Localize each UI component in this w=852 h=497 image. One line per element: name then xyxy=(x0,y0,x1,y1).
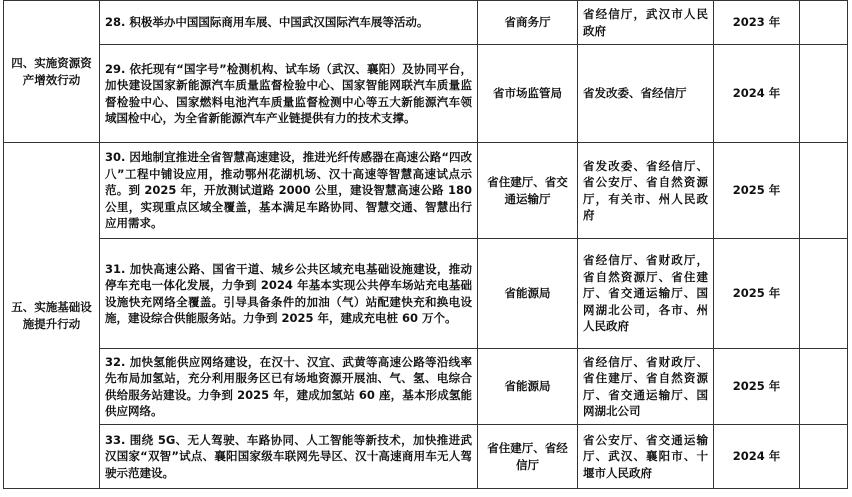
participating-units: 省公安厅、省交通运输厅、武汉、襄阳市、十堰市人民政府 xyxy=(578,425,714,489)
action-plan-table xyxy=(3,0,848,489)
category-cell: 五、实施基础设施提升行动 xyxy=(4,143,100,489)
note-cell xyxy=(800,45,848,143)
participating-units: 省经信厅、省财政厅，省自然资源厅、省住建厅、省交通运输厅、国网湖北公司，各市、州人民政府 xyxy=(578,239,714,349)
note-cell xyxy=(800,425,848,489)
category-cell: 四、实施资源资产增效行动 xyxy=(4,1,100,143)
task-content: 32. 加快氢能供应网络建设，在汉十、汉宜、武黄等高速公路等沿线率先布局加氢站，充分利用服务区已有场地资源开展油、气、氢、电综合供给服务站建设。力争到 2025 年，建成加氢站 60 座，基本形成氢能供应网络。 xyxy=(100,349,478,425)
table-row xyxy=(4,45,848,143)
table-row xyxy=(4,143,848,239)
note-cell xyxy=(800,239,848,349)
lead-unit: 省商务厅 xyxy=(478,1,578,45)
task-content: 33. 围绕 5G、无人驾驶、车路协同、人工智能等新技术，加快推进武汉国家“双智”试点、襄阳国家级车联网先导区、汉十高速商用车无人驾驶示范建设。 xyxy=(100,425,478,489)
table-row xyxy=(4,349,848,425)
lead-unit: 省能源局 xyxy=(478,349,578,425)
lead-unit: 省住建厅、省交通运输厅 xyxy=(478,143,578,239)
deadline-year: 2024 年 xyxy=(714,45,800,143)
task-content: 28. 积极举办中国国际商用车展、中国武汉国际汽车展等活动。 xyxy=(100,1,478,45)
participating-units: 省发改委、省经信厅 xyxy=(578,45,714,143)
participating-units: 省经信厅，武汉市人民政府 xyxy=(578,1,714,45)
lead-unit: 省能源局 xyxy=(478,239,578,349)
deadline-year: 2025 年 xyxy=(714,143,800,239)
task-content: 31. 加快高速公路、国省干道、城乡公共区域充电基础设施建设，推动停车充电一体化发展，力争到 2024 年基本实现公共停车场站充电基础设施快充网络全覆盖。引导具备条件的加油（气）站配建快充和换电设施，建设综合供能服务站。力争到 2025 年，建成充电桩 60 万个。 xyxy=(100,239,478,349)
task-content: 29. 依托现有“国字号”检测机构、试车场（武汉、襄阳）及协同平台，加快建设国家新能源汽车质量监督检验中心、国家智能网联汽车质量监督检验中心、国家燃料电池汽车质量监督检测中心等五大新能源汽车领域国检中心，为全省新能源汽车产业链提供有力的技术支撑。 xyxy=(100,45,478,143)
deadline-year: 2024 年 xyxy=(714,425,800,489)
participating-units: 省发改委、省经信厅、省公安厅、省自然资源厅，有关市、州人民政府 xyxy=(578,143,714,239)
lead-unit: 省住建厅、省经信厅 xyxy=(478,425,578,489)
table-row xyxy=(4,425,848,489)
note-cell xyxy=(800,1,848,45)
table-row xyxy=(4,1,848,45)
participating-units: 省经信厅、省财政厅、省住建厅、省自然资源厅、省交通运输厅、国网湖北公司 xyxy=(578,349,714,425)
note-cell xyxy=(800,143,848,239)
deadline-year: 2023 年 xyxy=(714,1,800,45)
deadline-year: 2025 年 xyxy=(714,239,800,349)
deadline-year: 2025 年 xyxy=(714,349,800,425)
lead-unit: 省市场监管局 xyxy=(478,45,578,143)
note-cell xyxy=(800,349,848,425)
task-content: 30. 因地制宜推进全省智慧高速建设，推进光纤传感器在高速公路“四改八”工程中铺设应用，推动鄂州花湖机场、汉十高速等智慧高速试点示范。到 2025 年，开放测试道路 2000 公里，建设智慧高速公路 180 公里，实现重点区域全覆盖，基本满足车路协同、智慧交通、智慧出行应用需求。 xyxy=(100,143,478,239)
table-row xyxy=(4,239,848,349)
